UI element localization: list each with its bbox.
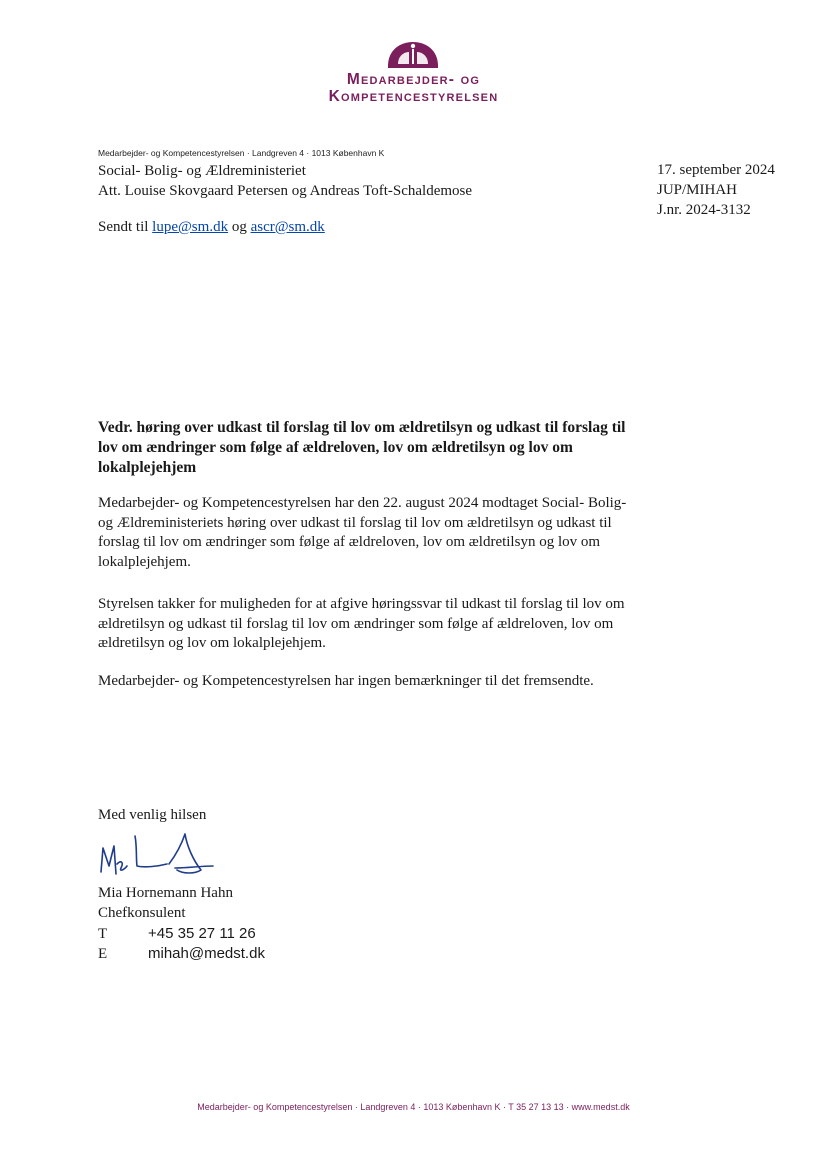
sender-address-line: Medarbejder- og Kompetencestyrelsen · Landgreven 4 · 1013 København K [98,148,385,158]
contact-email-row [98,945,265,963]
body-paragraph-3: Medarbejder- og Kompetencestyrelsen har ingen bemærkninger til det fremsendte. [98,673,594,689]
handwritten-signature [97,826,217,884]
email-link-lupe[interactable]: lupe@sm.dk [152,219,229,235]
letter-date: 17. september 2024 [657,162,775,178]
phone-number: +45 35 27 11 26 [148,925,256,942]
footer-address: Medarbejder- og Kompetencestyrelsen · Landgreven 4 · 1013 København K · T 35 27 13 13 · www.medst.dk [197,1102,630,1112]
closing-greeting: Med venlig hilsen [98,807,207,823]
signer-name: Mia Hornemann Hahn [98,885,233,901]
logo-wordmark-line1: Medarbejder- og [346,71,481,88]
contact-phone-row [98,925,256,943]
email-link-ascr[interactable]: ascr@sm.dk [250,219,325,235]
sent-to-line [98,219,325,236]
journal-number: J.nr. 2024-3132 [657,202,751,218]
sent-prefix: Sendt til [98,219,153,235]
body-paragraph-1: Medarbejder- og Kompetencestyrelsen har den 22. august 2024 modtaget Social- Bolig- og Ældreministeriets høring over udkast til forslag til lov om ældretilsyn og udkast til forslag til lov om ændringer som følge af ældreloven, lov om ældretilsyn og lov om lokalplejehjem. [98,495,627,570]
crown-icon [384,40,442,68]
body-paragraph-2: Styrelsen takker for muligheden for at afgive høringssvar til udkast til forslag til lov om ældretilsyn og udkast til forslag til lov om ændringer som følge af ældreloven, lov om ældretilsyn og lov om lokalplejehjem. [98,596,625,651]
sent-conjunction: og [228,219,251,235]
email-address: mihah@medst.dk [148,945,265,962]
signer-title: Chefkonsulent [98,905,186,921]
recipient-attention: Att. Louise Skovgaard Petersen og Andreas Toft-Schaldemose [98,183,473,199]
letter-reference: JUP/MIHAH [657,182,738,198]
phone-label: T [98,926,108,942]
logo-wordmark-line2: Kompetencestyrelsen [328,88,499,105]
email-label: E [98,946,108,962]
subject-heading: Vedr. høring over udkast til forslag til lov om ældretilsyn og udkast til forslag til lov om ændringer som følge af ældreloven, lov om ældretilsyn og lov om lokalplejehjem [98,419,626,476]
recipient-ministry: Social- Bolig- og Ældreministeriet [98,163,306,179]
